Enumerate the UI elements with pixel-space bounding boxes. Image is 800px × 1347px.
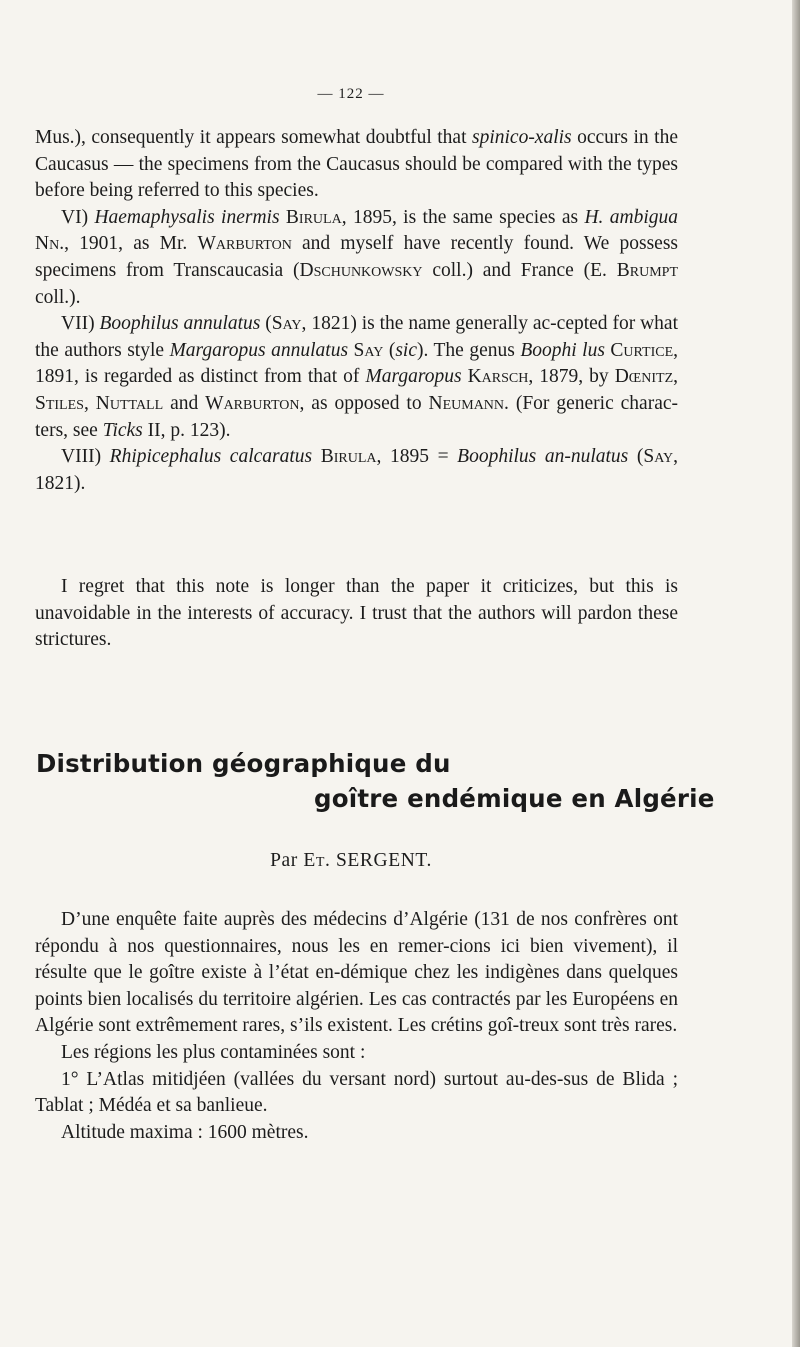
closing-note xyxy=(35,574,678,654)
italic-term: Margaropus annulatus xyxy=(169,339,349,361)
small-caps-name: Say xyxy=(643,446,674,468)
small-caps-name: Brumpt xyxy=(616,259,678,281)
tick-notes-section xyxy=(35,125,678,497)
article-body xyxy=(35,907,678,1146)
paragraph-regions: Les régions les plus contaminées sont : xyxy=(61,1041,366,1063)
small-caps-name: Stiles xyxy=(35,392,84,414)
italic-term: Boophi lus xyxy=(520,339,605,361)
small-caps-name: Curtice xyxy=(610,339,674,361)
small-caps-name: Karsch xyxy=(467,366,529,388)
paragraph-boophilus: VII) Boophilus annulatus (Say, 1821) is the name generally ac-cepted for what the authors style Margaropus annulatus Say (sic). The genus Boophi lus Curtice, 1891, is regarded as distinct from that of Margaropus Karsch, 1879, by Dœnitz, Stiles, Nuttall and Warburton, as opposed to Neumann. (For generic charac-ters, see Ticks II, p. 123). xyxy=(35,313,679,441)
small-caps-name: Say xyxy=(353,339,384,361)
italic-term: Boophilus an-nulatus xyxy=(457,446,629,468)
italic-term: Margaropus xyxy=(365,366,462,388)
page-edge xyxy=(792,0,800,1347)
small-caps-name: Warburton xyxy=(205,392,300,414)
article-title-line-2: goître endémique en Algérie xyxy=(314,784,715,813)
paragraph-rhipicephalus: VIII) Rhipicephalus calcaratus Birula, 1895 = Boophilus an-nulatus (Say, 1821). xyxy=(35,446,679,494)
italic-term: sic xyxy=(395,339,417,361)
paragraph-regret: I regret that this note is longer than the paper it criticizes, but this is unavoidable in the interests of accuracy. I trust that the authors will pardon these strictures. xyxy=(35,576,678,651)
small-caps-name: Birula xyxy=(285,206,342,228)
small-caps-name: Nn. xyxy=(35,233,65,255)
italic-term: Boophilus annulatus xyxy=(99,313,261,335)
paragraph-enquete: D’une enquête faite auprès des médecins d’Algérie (131 de nos confrères ont répondu à nos questionnaires, nous les en remer-cions ici bien vivement), il résulte que le goître existe à l’état en-démique chez les indigènes dans quelques points bien localisés du territoire algérien. Les cas contractés par les Européens en Algérie sont extrêmement rares, s’ils existent. Les crétins goî-treux sont très rares. xyxy=(35,909,678,1037)
paragraph-caucasus: Mus.), consequently it appears somewhat doubtful that spinico-xalis occurs in the Caucasus — the specimens from the Caucasus should be compared with the types before being referred to this species. xyxy=(35,127,678,202)
italic-term: Haemaphysalis inermis xyxy=(94,206,280,228)
paragraph-haemaphysalis: VI) Haemaphysalis inermis Birula, 1895, is the same species as H. ambigua Nn., 1901, as Mr. Warburton and myself have recently found. We possess specimens from Transcaucasia (Dschunkowsky coll.) and France (E. Brumpt coll.). xyxy=(35,206,679,308)
article-byline: Par Et. SERGENT. xyxy=(270,850,432,871)
paragraph-atlas: 1° L’Atlas mitidjéen (vallées du versant nord) surtout au-des-sus de Blida ; Tablat ; Médéa et sa banlieue. xyxy=(35,1068,678,1117)
small-caps-name: Dœnitz xyxy=(614,366,674,388)
small-caps-name: Birula xyxy=(320,446,377,468)
italic-term: Ticks xyxy=(102,419,143,441)
small-caps-name: Nuttall xyxy=(95,392,164,414)
page-number: — 122 — xyxy=(317,86,385,102)
italic-term: spinico-xalis xyxy=(471,127,572,148)
small-caps-name: Et. xyxy=(303,850,331,871)
small-caps-name: Warburton xyxy=(197,233,292,255)
article-title-line-1: Distribution géographique du xyxy=(36,749,451,778)
italic-term: Rhipicephalus calcaratus xyxy=(109,446,313,468)
small-caps-name: Dschunkowsky xyxy=(299,259,423,281)
small-caps-name: Say xyxy=(271,313,302,335)
paragraph-altitude: Altitude maxima : 1600 mètres. xyxy=(61,1121,309,1143)
small-caps-name: Neumann xyxy=(428,392,505,414)
italic-term: H. ambigua xyxy=(584,206,679,228)
